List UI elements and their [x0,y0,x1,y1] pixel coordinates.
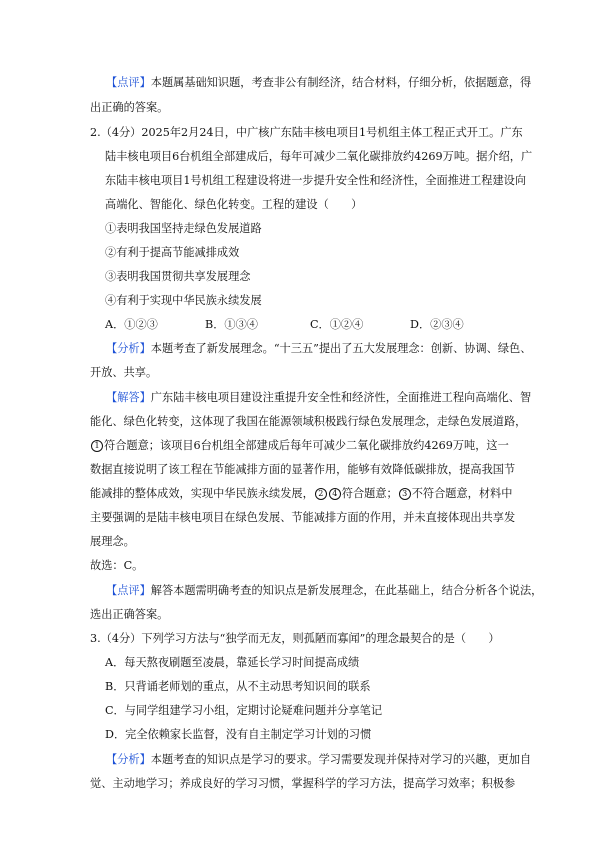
review-paragraph [106,76,531,90]
option-c: C．①②④ [310,318,364,331]
question-2-stem: 2.（4分）2025年2月24日，中广核广东陆丰核电项目1号机组主体工程正式开工。广东 [90,126,523,139]
option-a: A．每天熬夜刷题至凌晨，靠延长学习时间提高成绩 [105,656,360,669]
answer-line: 1 符合题意；该项目6台机组全部建成后每年可减少二氧化碳排放约4269万吨，这一 [90,439,509,453]
answer-line: 能化、绿色化转变，这体现了我国在能源领域积极践行绿色发展理念，走绿色发展道路， [90,415,527,428]
statement-2: ②有利于提高节能减排成效 [105,246,240,259]
answer-line: 数据直接说明了该工程在节能减排方面的显著作用，能够有效降低碳排放，提高我国节 [90,463,516,476]
review-tag: 【点评】 [106,76,151,89]
review-text-line: 出正确的答案。 [90,101,169,114]
review-line: 选出正确答案。 [90,608,169,621]
analysis-line: 觉、主动地学习；养成良好的学习习惯，掌握科学的学习方法，提高学习效率；积极参 [90,777,516,790]
analysis-tag: 【分析】 [106,753,151,766]
circled-4-mark: 4 [329,488,341,500]
statement-1: ①表明我国坚持走绿色发展道路 [105,222,262,235]
option-b: B．①③④ [205,318,258,331]
option-b: B．只背诵老师划的重点，从不主动思考知识间的联系 [105,680,371,693]
answer-tag: 【解答】 [106,391,151,404]
option-d: D．完全依赖家长监督，没有自主制定学习计划的习惯 [105,728,372,741]
answer-choice: 故选：C。 [90,559,144,572]
option-c: C．与同学组建学习小组，定期讨论疑难问题并分享笔记 [105,704,383,717]
circled-1-mark: 1 [91,440,103,452]
review-text: 本题属基础知识题，考查非公有制经济，结合材料，仔细分析，依据题意，得 [150,76,532,89]
review-paragraph: 【点评】解答本题需明确考查的知识点是新发展理念，在此基础上，结合分析各个说法， [106,584,543,597]
analysis-paragraph: 【分析】本题考查的知识点是学习的要求。学习需要发现并保持对学习的兴趣，更加自 [106,753,532,766]
option-d: D．②③④ [410,318,464,331]
option-a: A．①②③ [105,318,158,331]
review-tag: 【点评】 [106,584,151,597]
question-3-stem: 3.（4分）下列学习方法与“独学而无友，则孤陋而寡闻”的理念最契合的是（ ） [90,632,500,645]
answer-line: 能减排的整体成效，实现中华民族永续发展， 2 4 符合题意； 3 不符合题意，材料中 [90,487,513,500]
analysis-line: 开放、共享。 [90,366,158,379]
analysis-tag: 【分析】 [106,342,151,355]
statement-3: ③表明我国贯彻共享发展理念 [105,270,251,283]
question-2-stem-line: 东陆丰核电项目1号机组工程建设将进一步提升安全性和经济性，全面推进工程建设向 [105,174,527,187]
analysis-paragraph: 【分析】本题考查了新发展理念。“十三五”提出了五大发展理念：创新、协调、绿色、 [106,342,532,355]
question-2-stem-line: 陆丰核电项目6台机组全部建成后，每年可减少二氧化碳排放约4269万吨。据介绍，广 [105,150,533,163]
circled-3-mark: 3 [399,488,411,500]
statement-4: ④有利于实现中华民族永续发展 [105,294,262,307]
answer-paragraph: 【解答】广东陆丰核电项目建设注重提升安全性和经济性，全面推进工程向高端化、智 [106,391,532,404]
answer-line: 主要强调的是陆丰核电项目在绿色发展、节能减排方面的作用，并未直接体现出共享发 [90,511,516,524]
question-2-stem-line: 高端化、智能化、绿色化转变。工程的建设（ ） [105,198,363,211]
answer-line: 展理念。 [90,535,135,548]
circled-2-mark: 2 [315,488,327,500]
